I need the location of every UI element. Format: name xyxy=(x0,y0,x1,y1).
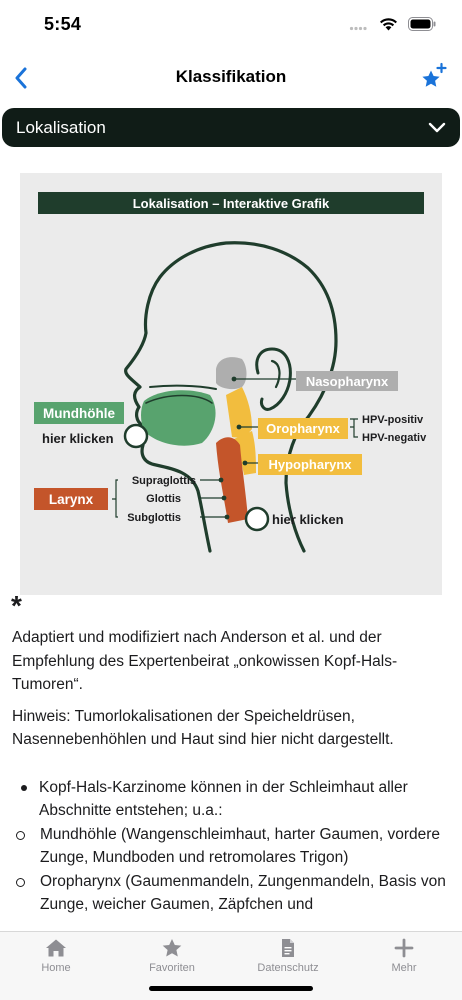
localisation-graphic[interactable] xyxy=(20,173,442,595)
click-target-mundhoehle[interactable] xyxy=(125,425,147,447)
label-hpv-negativ[interactable]: HPV-negativ xyxy=(362,432,427,444)
label-nasopharynx: Nasopharynx xyxy=(305,374,389,389)
label-oropharynx: Oropharynx xyxy=(266,421,340,436)
navigation-bar xyxy=(0,56,462,100)
label-supraglottis[interactable]: Supraglottis xyxy=(131,475,196,487)
status-bar xyxy=(0,0,462,50)
plus-icon xyxy=(393,938,415,958)
label-hypopharynx: Hypopharynx xyxy=(268,457,352,472)
star-plus-icon xyxy=(416,60,450,94)
tab-label-mehr: Mehr xyxy=(391,962,417,974)
add-favorite-button[interactable] xyxy=(416,60,450,94)
paragraph-hint: Hinweis: Tumorlokalisationen der Speicheldrüsen, Nasennebenhöhlen und Haut sind hier nicht dargestellt. xyxy=(12,707,394,748)
tab-bar xyxy=(0,931,462,1000)
house-icon xyxy=(45,938,67,958)
signal-icon xyxy=(349,18,369,31)
tab-label-datenschutz: Datenschutz xyxy=(257,962,319,974)
sub-list-item-mundhoehle: Mundhöhle (Wangenschleimhaut, harter Gaumen, vordere Zunge, Mundboden und retromolares Trigon) xyxy=(12,823,452,870)
bullet-list xyxy=(12,776,452,917)
footnote-asterisk: * xyxy=(11,590,22,621)
label-hpv-positiv[interactable]: HPV-positiv xyxy=(362,414,424,426)
tab-label-favoriten: Favoriten xyxy=(149,962,195,974)
paragraph-source: Adaptiert und modifiziert nach Anderson et al. und der Empfehlung des Expertenbeirat „onkowissen Kopf-Hals-Tumoren“. xyxy=(12,629,398,693)
tab-favoriten[interactable] xyxy=(132,938,212,974)
tab-home[interactable] xyxy=(16,938,96,974)
status-time: 5:54 xyxy=(44,14,82,34)
sub-list-item-oropharynx: Oropharynx (Gaumenmandeln, Zungenmandeln, Basis von Zunge, weicher Gaumen, Zäpfchen und xyxy=(12,870,452,917)
section-title: Lokalisation xyxy=(16,118,106,137)
status-icons xyxy=(349,17,436,31)
page-title: Klassifikation xyxy=(175,67,287,86)
document-icon xyxy=(277,938,299,958)
click-target-larynx[interactable] xyxy=(246,508,268,530)
content-text xyxy=(12,626,452,917)
label-larynx: Larynx xyxy=(48,492,94,507)
graphic-title: Lokalisation – Interaktive Grafik xyxy=(132,196,330,211)
tab-datenschutz[interactable] xyxy=(248,938,328,974)
battery-icon xyxy=(408,17,436,31)
label-subglottis[interactable]: Subglottis xyxy=(127,512,181,524)
nasopharynx-region[interactable] xyxy=(216,357,247,389)
home-indicator xyxy=(149,986,313,991)
label-glottis[interactable]: Glottis xyxy=(146,493,181,505)
tab-label-home: Home xyxy=(41,962,71,974)
wifi-icon xyxy=(379,17,398,31)
list-item: Kopf-Hals-Karzinome können in der Schleimhaut aller Abschnitte entstehen; u.a.: xyxy=(12,776,452,823)
label-hier-klicken-left: hier klicken xyxy=(42,431,114,446)
label-mundhoehle: Mundhöhle xyxy=(43,406,115,421)
section-header-lokalisation[interactable] xyxy=(2,108,460,147)
chevron-down-icon xyxy=(428,120,446,134)
star-icon xyxy=(161,938,183,958)
tab-mehr[interactable] xyxy=(364,938,444,974)
oropharynx-region[interactable] xyxy=(226,387,252,438)
sub-list xyxy=(12,823,452,917)
label-hier-klicken-right: hier klicken xyxy=(272,512,344,527)
